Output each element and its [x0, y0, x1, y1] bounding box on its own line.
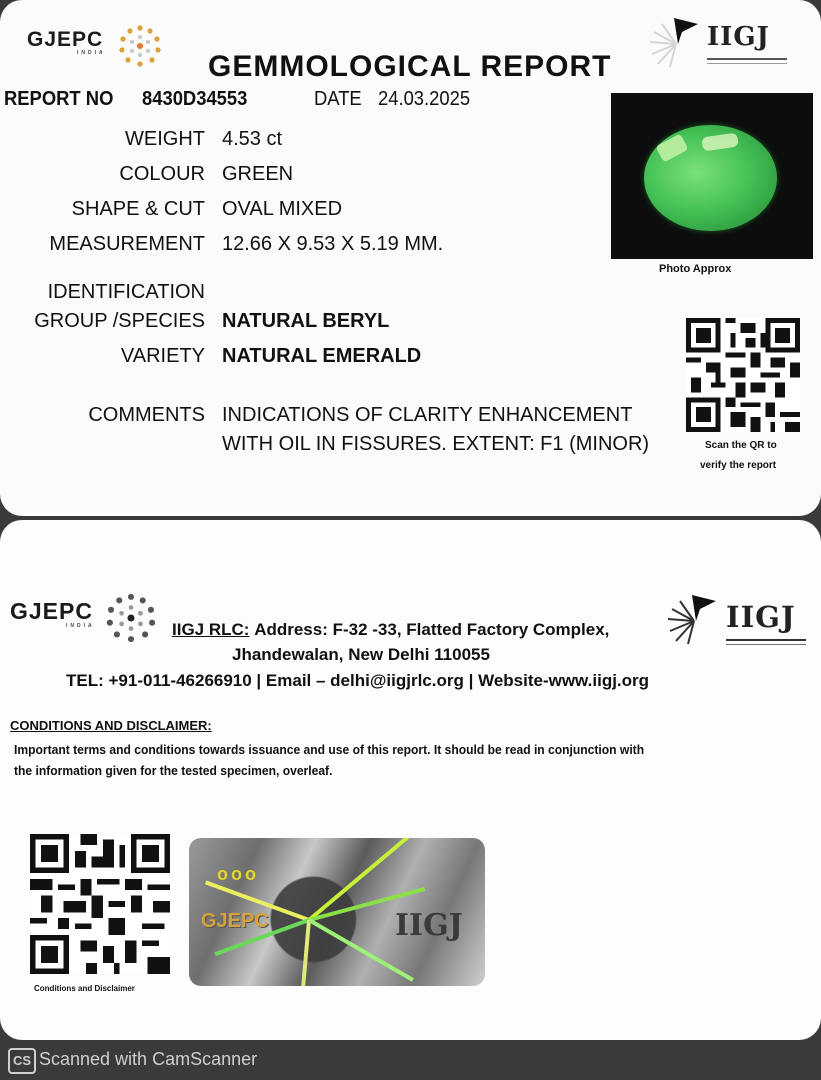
- hologram-dots: ooo: [217, 864, 259, 884]
- gjepc-logo-text: GJEPC: [27, 28, 104, 51]
- back-iigj-logo-text: IIGJ: [726, 600, 796, 634]
- gjepc-logo: [27, 28, 106, 56]
- photo-caption: Photo Approx: [659, 263, 732, 275]
- back-iigj-logo-rule-thin: [726, 644, 806, 645]
- conditions-heading: CONDITIONS AND DISCLAIMER:: [10, 718, 212, 733]
- back-iigj-emblem-icon: [664, 590, 724, 651]
- disclaimer-qr-code[interactable]: [30, 834, 170, 974]
- report-back-card: [0, 520, 821, 1040]
- iigj-logo-rule: [707, 58, 787, 60]
- address-label: IIGJ RLC:: [172, 620, 250, 639]
- gemstone-image: [644, 125, 777, 231]
- verify-qr-code[interactable]: [686, 318, 800, 432]
- comments-line-2: WITH OIL IN FISSURES. EXTENT: F1 (MINOR): [222, 433, 650, 455]
- group-species-label: GROUP /SPECIES: [34, 310, 205, 332]
- hologram-iigj-text: IIGJ: [395, 908, 463, 943]
- report-no-label: REPORT NO: [4, 88, 114, 110]
- back-gjepc-emblem-icon: [104, 592, 158, 649]
- weight-value: 4.53 ct: [222, 128, 283, 150]
- iigj-logo-text: IIGJ: [707, 22, 770, 52]
- conditions-line-1: Important terms and conditions towards issuance and use of this report. It should be read in conjunction with: [14, 742, 645, 757]
- hologram-ray: [299, 920, 311, 986]
- report-title: GEMMOLOGICAL REPORT: [208, 50, 612, 83]
- colour-value: GREEN: [222, 163, 294, 185]
- identification-label: IDENTIFICATION: [47, 281, 205, 303]
- address-block: [172, 620, 609, 640]
- security-hologram: [189, 838, 485, 986]
- address-line-1: Address: F-32 -33, Flatted Factory Complex,: [254, 620, 610, 639]
- contact-line: TEL: +91-011-46266910 | Email – delhi@iigjrlc.org | Website-www.iigj.org: [66, 671, 650, 690]
- comments-line-1: INDICATIONS OF CLARITY ENHANCEMENT: [222, 404, 633, 426]
- back-gjepc-logo-sub: INDIA: [66, 623, 95, 629]
- measurement-value: 12.66 X 9.53 X 5.19 MM.: [222, 233, 444, 255]
- shape-cut-value: OVAL MIXED: [222, 198, 343, 220]
- date-label: DATE: [314, 88, 362, 110]
- camscanner-badge: CS: [8, 1048, 36, 1074]
- weight-label: WEIGHT: [125, 128, 205, 150]
- measurement-label: MEASUREMENT: [49, 233, 205, 255]
- conditions-line-2: the information given for the tested specimen, overleaf.: [14, 763, 333, 778]
- back-gjepc-logo: [10, 598, 95, 629]
- back-gjepc-logo-text: GJEPC: [10, 598, 93, 624]
- date-value: 24.03.2025: [378, 88, 471, 110]
- gjepc-emblem-icon: [117, 24, 163, 73]
- gemstone-photo: [611, 93, 813, 259]
- qr-caption-line-2: verify the report: [700, 460, 777, 471]
- camscanner-watermark: Scanned with CamScanner: [39, 1049, 258, 1069]
- iigj-logo-rule-thin: [707, 63, 787, 64]
- hologram-gjepc-text: GJEPC: [201, 910, 269, 932]
- report-front-card: [0, 0, 821, 516]
- variety-value: NATURAL EMERALD: [222, 345, 422, 367]
- iigj-emblem-icon: [646, 14, 706, 73]
- variety-label: VARIETY: [120, 345, 205, 367]
- disclaimer-qr-caption: Conditions and Disclaimer: [34, 984, 135, 993]
- back-iigj-logo-rule: [726, 639, 806, 641]
- group-species-value: NATURAL BERYL: [222, 310, 390, 332]
- report-no-value: 8430D34553: [142, 88, 248, 110]
- address-line-2: Jhandewalan, New Delhi 110055: [232, 645, 490, 664]
- colour-label: COLOUR: [119, 163, 205, 185]
- qr-caption-line-1: Scan the QR to: [705, 440, 777, 451]
- comments-label: COMMENTS: [88, 404, 205, 426]
- shape-cut-label: SHAPE & CUT: [71, 198, 205, 220]
- gjepc-logo-sub: INDIA: [77, 50, 106, 56]
